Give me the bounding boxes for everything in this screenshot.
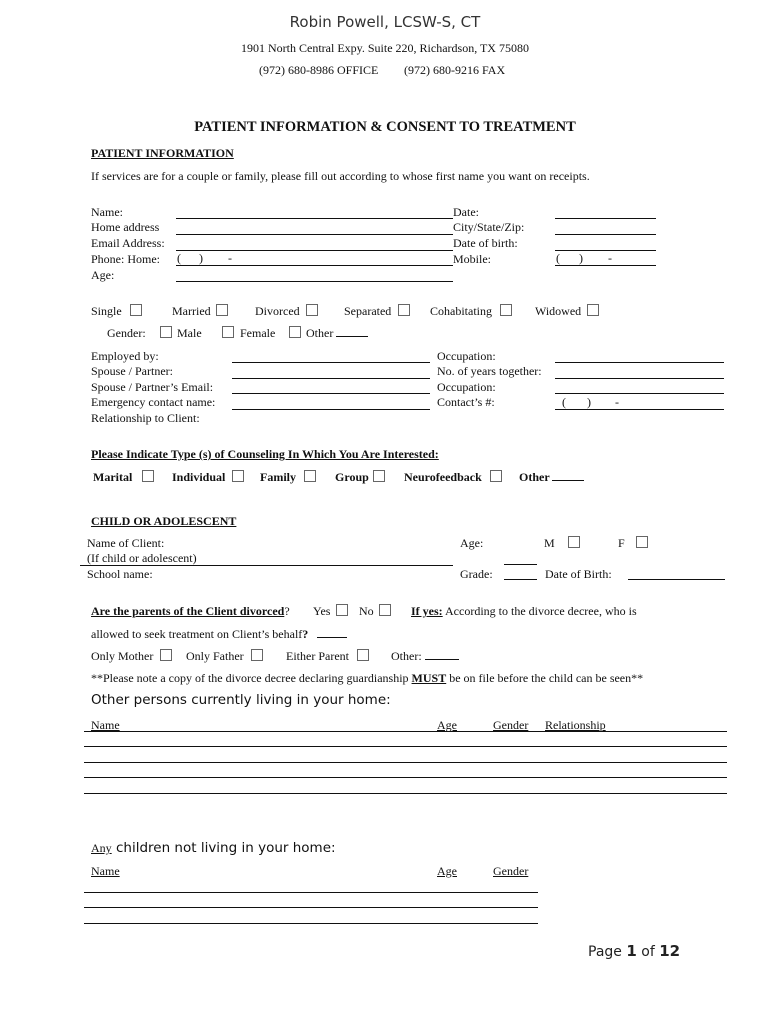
divorced-label: Divorced: [255, 304, 300, 318]
children-away-heading: Any children not living in your home:: [91, 840, 336, 856]
household-heading: Other persons currently living in your home:: [91, 692, 391, 708]
name-label: Name:: [91, 205, 123, 219]
male-label: Male: [177, 326, 202, 340]
years-together-field[interactable]: [555, 378, 724, 379]
if-yes-text: If yes: According to the divorce decree, who is: [411, 604, 637, 618]
female-child-checkbox[interactable]: [636, 536, 648, 548]
divorce-question: Are the parents of the Client divorced?: [91, 604, 290, 618]
form-title: PATIENT INFORMATION & CONSENT TO TREATMENT: [194, 119, 576, 135]
name-field[interactable]: [176, 218, 453, 219]
separated-checkbox[interactable]: [398, 304, 410, 316]
neurofeedback-checkbox[interactable]: [490, 470, 502, 482]
home-phone-field[interactable]: [176, 265, 453, 266]
divorce-no-checkbox[interactable]: [379, 604, 391, 616]
date-label: Date:: [453, 205, 479, 219]
mobile-field[interactable]: [555, 265, 656, 266]
either-parent-label: Either Parent: [286, 649, 349, 663]
household-age-header: Age: [437, 718, 457, 732]
single-checkbox[interactable]: [130, 304, 142, 316]
individual-counseling-label: Individual: [172, 470, 226, 484]
contact-number-field[interactable]: [555, 409, 724, 410]
household-relationship-header: Relationship: [545, 718, 606, 732]
city-label: City/State/Zip:: [453, 220, 525, 234]
office-phone: (972) 680-8986 OFFICE: [259, 63, 379, 77]
child-age-label: Age:: [460, 536, 484, 550]
city-field[interactable]: [555, 234, 656, 235]
child-name-label: Name of Client:: [87, 536, 165, 550]
child-dob-field[interactable]: [628, 579, 725, 580]
only-father-label: Only Father: [186, 649, 244, 663]
household-row[interactable]: [84, 746, 727, 747]
practice-name: Robin Powell, LCSW-S, CT: [289, 13, 481, 31]
children-away-gender-header: Gender: [493, 864, 529, 878]
child-dob-label: Date of Birth:: [545, 567, 612, 581]
occupation-label: Occupation:: [437, 349, 496, 363]
mobile-mask-close: ): [579, 251, 583, 265]
practice-address: 1901 North Central Expy. Suite 220, Richardson, TX 75080: [241, 41, 529, 55]
home-phone-mask-dash: -: [228, 251, 232, 265]
marital-counseling-label: Marital: [93, 470, 133, 484]
occupation-field[interactable]: [555, 362, 724, 363]
home-address-field[interactable]: [176, 234, 453, 235]
spouse-field[interactable]: [232, 378, 430, 379]
spouse-occupation-label: Occupation:: [437, 380, 496, 394]
employed-by-label: Employed by:: [91, 349, 159, 363]
spouse-email-label: Spouse / Partner’s Email:: [91, 380, 214, 394]
married-checkbox[interactable]: [216, 304, 228, 316]
grade-label: Grade:: [460, 567, 493, 581]
household-row[interactable]: [84, 762, 727, 763]
only-father-checkbox[interactable]: [251, 649, 263, 661]
individual-counseling-checkbox[interactable]: [232, 470, 244, 482]
spouse-email-field[interactable]: [232, 393, 430, 394]
separated-label: Separated: [344, 304, 392, 318]
relationship-label: Relationship to Client:: [91, 411, 200, 425]
home-phone-mask-open: (: [177, 251, 181, 265]
single-label: Single: [91, 304, 122, 318]
children-away-row[interactable]: [84, 923, 538, 924]
female-checkbox[interactable]: [222, 326, 234, 338]
only-mother-checkbox[interactable]: [160, 649, 172, 661]
male-checkbox[interactable]: [160, 326, 172, 338]
female-label: Female: [240, 326, 276, 340]
grade-field[interactable]: [504, 579, 537, 580]
widowed-label: Widowed: [535, 304, 582, 318]
contact-mask-open: (: [562, 395, 566, 409]
widowed-checkbox[interactable]: [587, 304, 599, 316]
children-away-age-header: Age: [437, 864, 457, 878]
other-counseling-label: Other: [519, 470, 584, 485]
children-away-row[interactable]: [84, 907, 538, 908]
home-address-label: Home address: [91, 220, 160, 234]
marital-counseling-checkbox[interactable]: [142, 470, 154, 482]
contact-mask-dash: -: [615, 395, 619, 409]
children-away-name-header: Name: [91, 864, 120, 878]
years-together-label: No. of years together:: [437, 364, 542, 378]
child-name-field[interactable]: [80, 565, 453, 566]
fax-number: (972) 680-9216 FAX: [404, 63, 506, 77]
married-label: Married: [172, 304, 211, 318]
dob-label: Date of birth:: [453, 236, 518, 250]
age-label: Age:: [91, 268, 115, 282]
divorced-checkbox[interactable]: [306, 304, 318, 316]
age-field[interactable]: [176, 281, 453, 282]
group-counseling-label: Group: [335, 470, 369, 484]
cohabitating-label: Cohabitating: [430, 304, 492, 318]
employed-by-field[interactable]: [232, 362, 430, 363]
male-child-checkbox[interactable]: [568, 536, 580, 548]
mobile-mask-open: (: [556, 251, 560, 265]
patient-info-heading: PATIENT INFORMATION: [91, 146, 234, 160]
male-child-label: M: [544, 536, 555, 550]
other-gender-checkbox[interactable]: [289, 326, 301, 338]
mobile-mask-dash: -: [608, 251, 612, 265]
divorce-yes-label: Yes: [313, 604, 331, 618]
contact-mask-close: ): [587, 395, 591, 409]
treatment-authority-question: allowed to seek treatment on Client’s behalf?: [91, 627, 347, 642]
email-field[interactable]: [176, 250, 453, 251]
neurofeedback-label: Neurofeedback: [404, 470, 482, 484]
divorce-no-label: No: [359, 604, 374, 618]
home-phone-mask-close: ): [199, 251, 203, 265]
emergency-contact-field[interactable]: [232, 409, 430, 410]
family-counseling-checkbox[interactable]: [304, 470, 316, 482]
cohabitating-checkbox[interactable]: [500, 304, 512, 316]
divorce-decree-note: **Please note a copy of the divorce decree declaring guardianship MUST be on file before the child can be seen**: [91, 671, 644, 685]
child-heading: CHILD OR ADOLESCENT: [91, 514, 237, 528]
household-row[interactable]: [84, 793, 727, 794]
child-name-sublabel: (If child or adolescent): [87, 551, 197, 565]
spouse-label: Spouse / Partner:: [91, 364, 173, 378]
only-mother-label: Only Mother: [91, 649, 154, 663]
household-row[interactable]: [84, 731, 727, 732]
patient-info-note: If services are for a couple or family, please fill out according to whose first name you want on receipts.: [91, 169, 590, 183]
emergency-contact-label: Emergency contact name:: [91, 395, 216, 409]
other-gender-label: Other: [306, 326, 368, 341]
household-gender-header: Gender: [493, 718, 529, 732]
page-indicator: Page 1 of 12: [588, 942, 681, 960]
contact-number-label: Contact’s #:: [437, 395, 495, 409]
home-phone-label: Phone: Home:: [91, 252, 160, 266]
school-label: School name:: [87, 567, 153, 581]
either-parent-checkbox[interactable]: [357, 649, 369, 661]
female-child-label: F: [618, 536, 625, 550]
children-away-row[interactable]: [84, 892, 538, 893]
counseling-heading: Please Indicate Type (s) of Counseling In Which You Are Interested:: [91, 447, 439, 461]
mobile-label: Mobile:: [453, 252, 491, 266]
group-counseling-checkbox[interactable]: [373, 470, 385, 482]
other-guardian-label: Other:: [391, 649, 459, 664]
date-field[interactable]: [555, 218, 656, 219]
dob-field[interactable]: [555, 250, 656, 251]
gender-label: Gender:: [107, 326, 146, 340]
family-counseling-label: Family: [260, 470, 296, 484]
household-row[interactable]: [84, 777, 727, 778]
household-name-header: Name: [91, 718, 120, 732]
email-label: Email Address:: [91, 236, 165, 250]
child-age-field[interactable]: [504, 564, 537, 565]
spouse-occupation-field[interactable]: [555, 393, 724, 394]
divorce-yes-checkbox[interactable]: [336, 604, 348, 616]
